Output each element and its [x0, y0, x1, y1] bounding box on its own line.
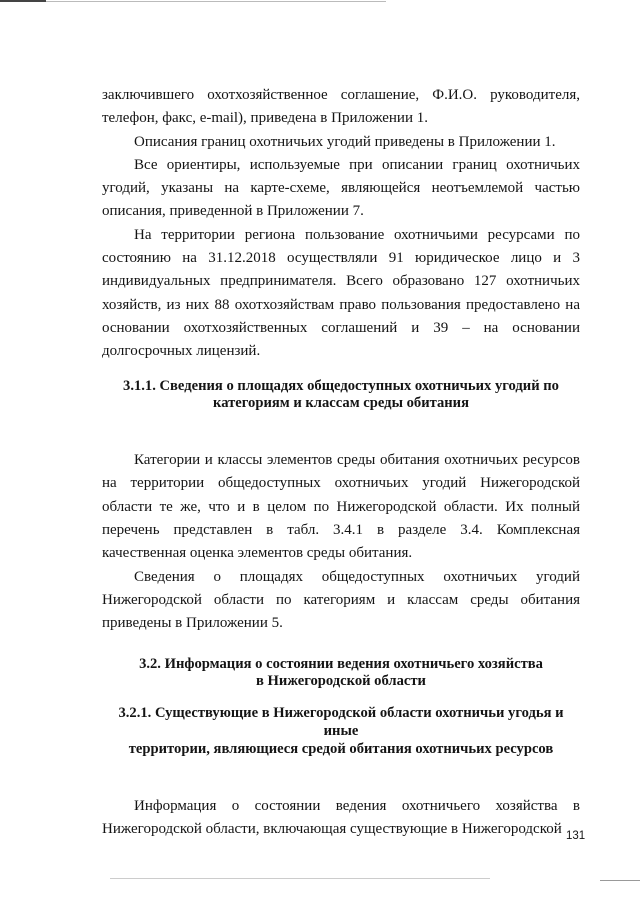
heading-line: 3.1.1. Сведения о площадях общедоступных охотничьих угодий по [123, 377, 559, 394]
paragraph-habitat-categories: Категории и классы элементов среды обитания охотничьих ресурсов на территории общедоступных охотничьих угодий Нижегородской области те же, что и в целом по Нижегородской области. Их полный перечень представлен в табл. 3.4.1 в разделе 3.4. Комплексная качественная оценка элементов среды обитания. [102, 452, 580, 562]
scan-edge-mark [0, 0, 46, 2]
heading-line: территории, являющиеся средой обитания охотничьих ресурсов [128, 740, 554, 757]
scan-edge-mark [600, 880, 640, 881]
document-page [102, 84, 580, 841]
paragraph-landmarks: Все ориентиры, используемые при описании границ охотничьих угодий, указаны на карте-схеме, являющейся неотъемлемой частью описания, приведенной в Приложении 7. [102, 156, 580, 220]
heading-line: 3.2.1. Существующие в Нижегородской области охотничьи угодья и иные [118, 705, 564, 739]
page-number: 131 [566, 830, 586, 842]
heading-line: в Нижегородской области [256, 673, 426, 690]
section-heading-3-1-1 [102, 378, 580, 414]
paragraph-boundaries: Описания границ охотничьих угодий приведены в Приложении 1. [134, 133, 556, 150]
heading-line: категориям и классам среды обитания [213, 395, 469, 412]
scan-edge-line [46, 1, 386, 2]
paragraph-hunting-state: Информация о состоянии ведения охотничьего хозяйства в Нижегородской области, включающая существующие в Нижегородской [102, 797, 580, 837]
scan-edge-line [110, 878, 490, 879]
paragraph-contact-info: заключившего охотхозяйственное соглашение, Ф.И.О. руководителя, телефон, факс, e-mail), приведена в Приложении 1. [102, 87, 580, 127]
heading-line: 3.2. Информация о состоянии ведения охотничьего хозяйства [139, 655, 543, 672]
paragraph-resource-users: На территории региона пользование охотничьими ресурсами по состоянию на 31.12.2018 осуществляли 91 юридическое лицо и 3 индивидуальных предпринимателя. Всего образовано 127 охотничьих хозяйств, из них 88 охотхозяйствам право пользования предоставлено на основании охотхозяйственных соглашений и 39 – на основании долгосрочных лицензий. [102, 226, 580, 360]
section-heading-3-2-1 [102, 705, 580, 758]
paragraph-area-info: Сведения о площадях общедоступных охотничьих угодий Нижегородской области по категориям и классам среды обитания приведены в Приложении 5. [102, 568, 580, 632]
section-heading-3-2 [102, 656, 580, 692]
